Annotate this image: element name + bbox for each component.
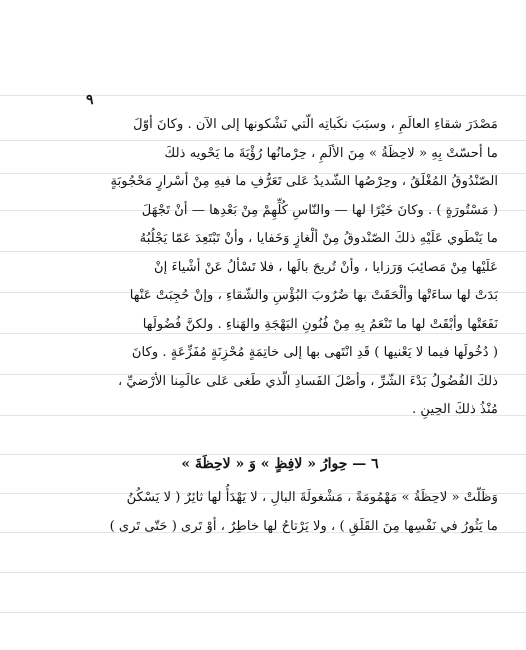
section-heading: ٦ — حِوارُ « لافِظٍ » وَ « لاحِظَةَ » bbox=[181, 456, 379, 472]
text-line: نَفَعَتْها وأبْقَتْ لها ما تَنْعَمُ بِهِ مِنْ فُنُونِ البَهْجَةِ والهَناءِ . ولكنَّ فُضُولَها bbox=[142, 316, 498, 332]
text-line: ما يَثُورُ في نَفْسِها مِنَ القَلَقِ ) ، ولا يَرْتاحُ لها خاطِرٌ ، أوْ تَرى ( حَتّى تَرى ) bbox=[109, 518, 498, 534]
text-line: ذلكَ الفُضُولُ بَدْءَ الشّرِّ ، وأصْلَ الفَسادِ الّذي طَغى عَلى عالَمِنا الأرْضيِّ ، bbox=[117, 373, 498, 389]
page-number: ٩ bbox=[86, 92, 94, 108]
text-line: ( مَسْتُورَةٍ ) . وكانَ خَيْرًا لها — والنّاسِ كُلِّهِمْ مِنْ بَعْدِها — أنْ تَجْهَلَ bbox=[141, 202, 498, 218]
ruled-line bbox=[0, 454, 526, 455]
text-line: مَصْدَرَ شقاءِ العالَمِ ، وسبَبَ نكَباتِه الّتي نَشْكونها إلى الآن . وكانَ أوّلَ bbox=[133, 117, 498, 132]
text-line: ما أحسّتْ بِهِ « لاحِظَةُ » مِنَ الألَمِ ، حِرْمانُها رُؤْيَةَ ما يَحْويه ذلكَ bbox=[164, 145, 498, 161]
text-line: ما يَنْطَوي عَلَيْهِ ذلكَ الصّنْدوقُ مِنْ ألْغازٍ وَخَفايا ، وأنْ تَبْتَعِدَ عَمّا يَجْلُبُهُ bbox=[139, 231, 498, 246]
text-line: وَظَلّتْ « لاحِظَةُ » مَهْمُومَةً ، مَشْغولَةَ البالِ ، لا يَهْدَأُ لها ثائِرٌ ( لا يَسْكُنُ bbox=[126, 490, 498, 505]
ruled-line bbox=[0, 95, 526, 96]
text-line: ( دُخُولَها فيما لا يَعْنيها ) قَدِ انْتَهى بها إلى خاتِمَةٍ مُحْزِنَةٍ مُفَزِّعَةٍ . وكانَ bbox=[131, 345, 498, 360]
text-line: بَدَتْ لها ساءَتْها وألْحَقَتْ بها ضُرُوبَ البُؤْسِ والشّقاءِ ، وإنْ حُجِبَتْ عَنْها bbox=[129, 288, 498, 303]
paragraph-one bbox=[62, 111, 498, 425]
text-line: الصّنْدُوقُ المُغْلَقُ ، وحِرْصُها الشّديدُ عَلى تَعَرُّفِ ما فيهِ مِنْ أسْرارٍ مَحْجُوبَةٍ bbox=[110, 174, 498, 189]
ruled-line bbox=[0, 612, 526, 613]
text-line: عَلَيْها مِنْ مَصائِبَ وَرَزايا ، وأنْ تُريحَ بالَها ، فلا تَسْألُ عَنْ أشْياءَ إنْ bbox=[153, 259, 498, 275]
text-line: مُنْذُ ذلكَ الحِينِ . bbox=[412, 402, 498, 417]
ruled-line bbox=[0, 572, 526, 573]
paragraph-two bbox=[62, 484, 498, 541]
